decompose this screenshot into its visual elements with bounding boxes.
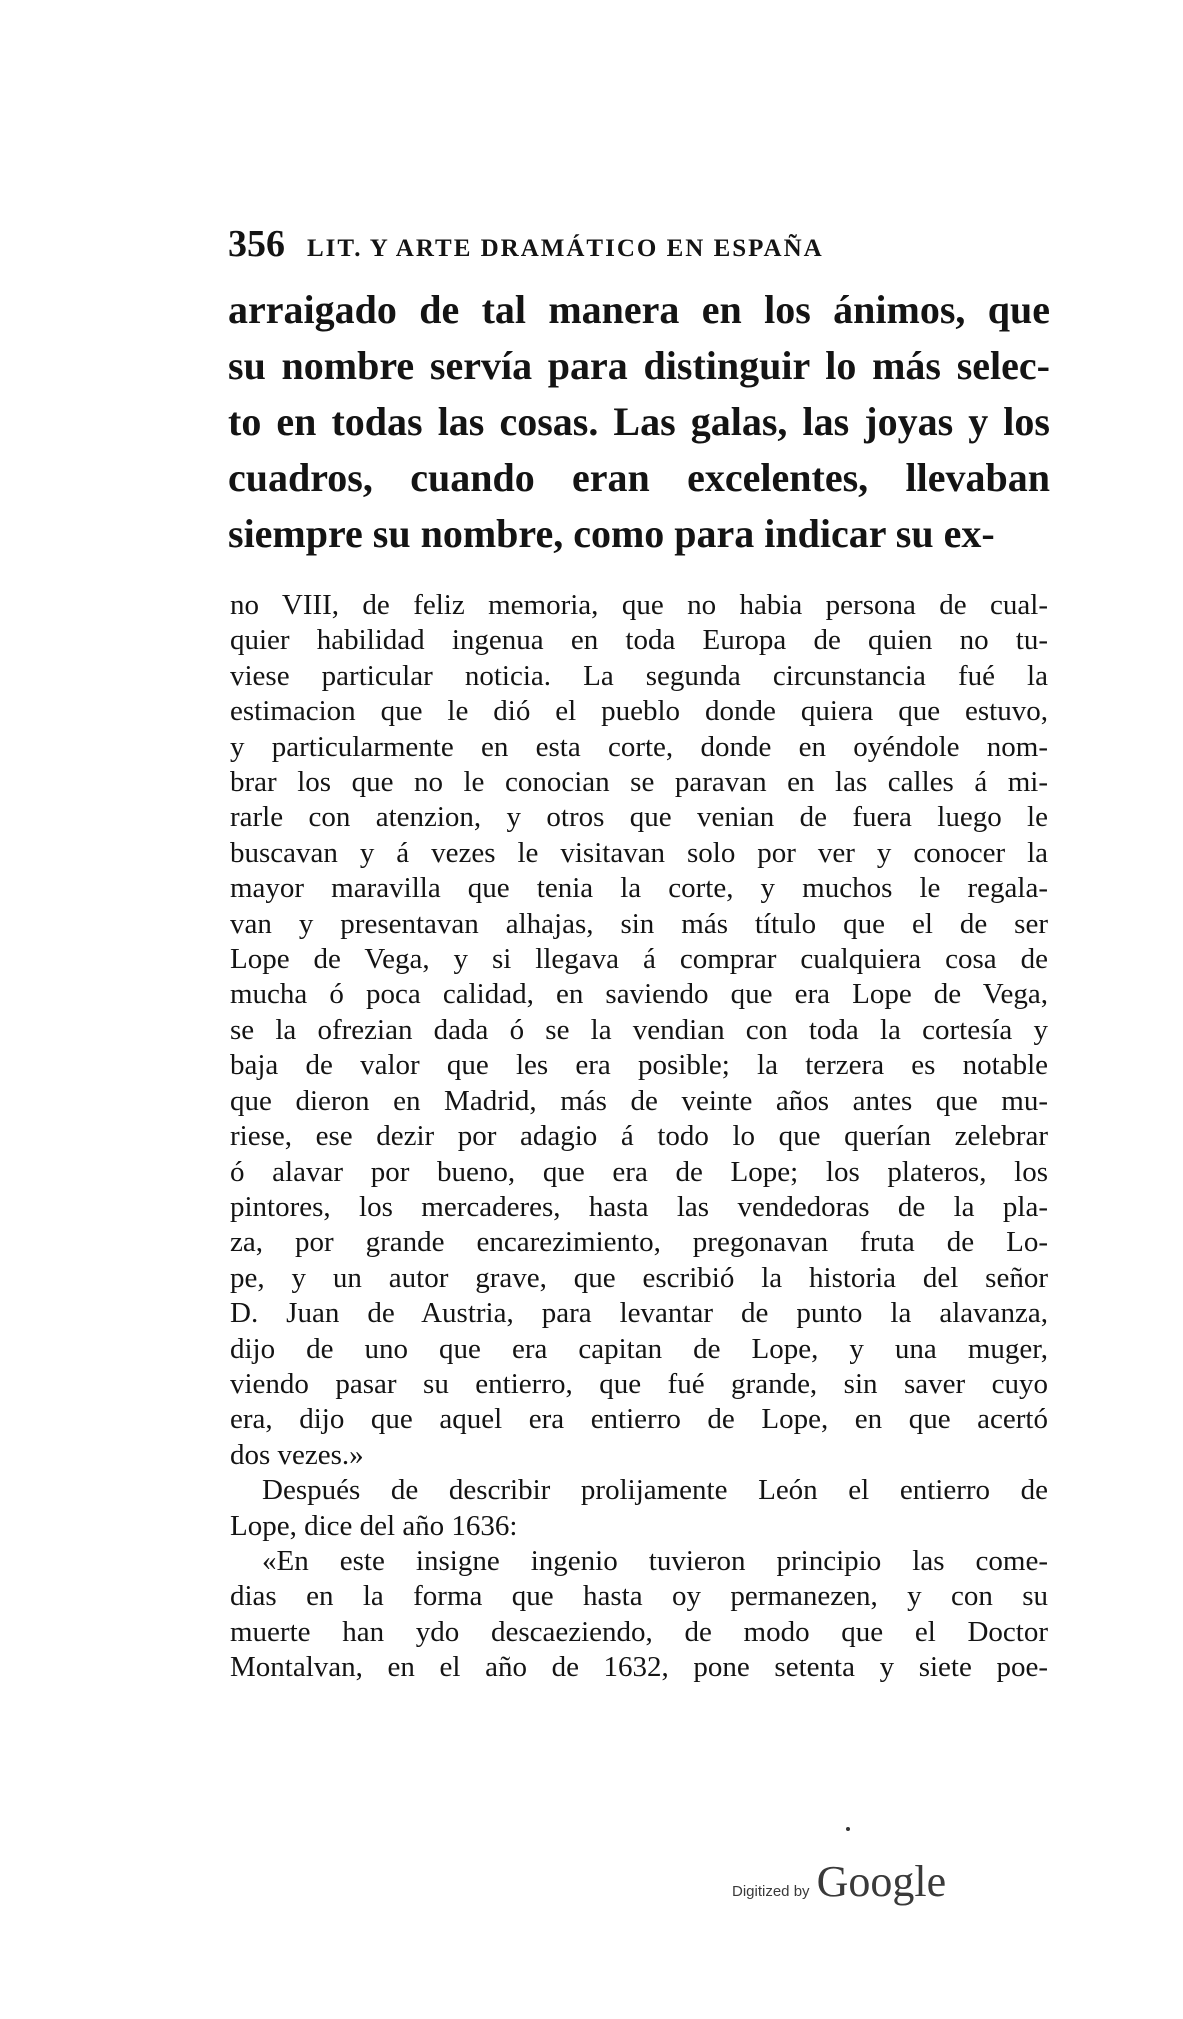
footnote-line: dias en la forma que hasta oy permanezen, y con su bbox=[230, 1580, 1048, 1613]
digitized-by-label: Digitized by bbox=[732, 1883, 810, 1900]
footnote-line: mucha ó poca calidad, en saviendo que era Lope de Vega, bbox=[230, 978, 1048, 1011]
running-title: LIT. Y ARTE DRAMÁTICO EN ESPAÑA bbox=[307, 235, 824, 262]
main-text-block bbox=[228, 282, 1050, 562]
footnote-line: D. Juan de Austria, para levantar de punto la alavanza, bbox=[230, 1297, 1048, 1330]
footnote-line: Montalvan, en el año de 1632, pone setenta y siete poe- bbox=[230, 1651, 1048, 1684]
footnote-line: Lope, dice del año 1636: bbox=[230, 1509, 518, 1542]
google-logo: Google bbox=[816, 1857, 947, 1906]
footnote-line: pe, y un autor grave, que escribió la historia del señor bbox=[230, 1261, 1048, 1294]
footnote-line: y particularmente en esta corte, donde en oyéndole nom- bbox=[230, 730, 1048, 763]
footnote-line: ó alavar por bueno, que era de Lope; los plateros, los bbox=[230, 1155, 1048, 1188]
page-number: 356 bbox=[228, 223, 285, 265]
footnote-line: Después de describir prolijamente León el entierro de bbox=[262, 1474, 1048, 1507]
footnote-line: dos vezes.» bbox=[230, 1438, 364, 1471]
footnote-line: «En este insigne ingenio tuvieron principio las come- bbox=[262, 1544, 1048, 1577]
footnote-line: viese particular noticia. La segunda circunstancia fué la bbox=[230, 659, 1048, 692]
footnote-line: rarle con atenzion, y otros que venian de fuera luego le bbox=[230, 801, 1048, 834]
footnote-line: no VIII, de feliz memoria, que no habia persona de cual- bbox=[230, 589, 1048, 621]
footnote-line: se la ofrezian dada ó se la vendian con toda la cortesía y bbox=[230, 1013, 1048, 1046]
footnote-line: estimacion que le dió el pueblo donde quiera que estuvo, bbox=[230, 695, 1048, 728]
footnote-line: era, dijo que aquel era entierro de Lope, en que acertó bbox=[230, 1403, 1048, 1436]
footnote-line: za, por grande encarezimiento, pregonavan fruta de Lo- bbox=[230, 1226, 1048, 1259]
digitized-watermark bbox=[732, 1856, 946, 1907]
footnote-line: Lope de Vega, y si llegava á comprar cualquiera cosa de bbox=[230, 943, 1048, 976]
main-text-line: to en todas las cosas. Las galas, las joyas y los bbox=[228, 399, 1050, 444]
footnote-line: mayor maravilla que tenia la corte, y muchos le regala- bbox=[230, 872, 1048, 905]
main-text-line: su nombre servía para distinguir lo más selec- bbox=[228, 343, 1050, 388]
footnote-block bbox=[230, 588, 1048, 1686]
footnote-line: muerte han ydo descaeziendo, de modo que el Doctor bbox=[230, 1615, 1048, 1648]
footnote-line: baja de valor que les era posible; la terzera es notable bbox=[230, 1049, 1048, 1082]
footnote-line: pintores, los mercaderes, hasta las vendedoras de la pla- bbox=[230, 1190, 1048, 1223]
footnote-line: buscavan y á vezes le visitavan solo por ver y conocer la bbox=[230, 836, 1048, 869]
ink-speck bbox=[846, 1827, 850, 1831]
main-text-line: cuadros, cuando eran excelentes, llevaban bbox=[228, 455, 1050, 500]
main-text-line: siempre su nombre, como para indicar su ex- bbox=[228, 511, 995, 556]
footnote-line: brar los que no le conocian se paravan en las calles á mi- bbox=[230, 766, 1048, 799]
footnote-line: viendo pasar su entierro, que fué grande, sin saver cuyo bbox=[230, 1367, 1048, 1400]
footnote-line: riese, ese dezir por adagio á todo lo que querían zelebrar bbox=[230, 1120, 1048, 1153]
footnote-line: dijo de uno que era capitan de Lope, y una muger, bbox=[230, 1332, 1048, 1365]
footnote-line: van y presentavan alhajas, sin más título que el de ser bbox=[230, 907, 1048, 940]
main-text-line: arraigado de tal manera en los ánimos, que bbox=[228, 287, 1050, 332]
footnote-line: quier habilidad ingenua en toda Europa de quien no tu- bbox=[230, 624, 1048, 657]
page-header bbox=[228, 222, 988, 266]
footnote-line: que dieron en Madrid, más de veinte años antes que mu- bbox=[230, 1084, 1048, 1117]
